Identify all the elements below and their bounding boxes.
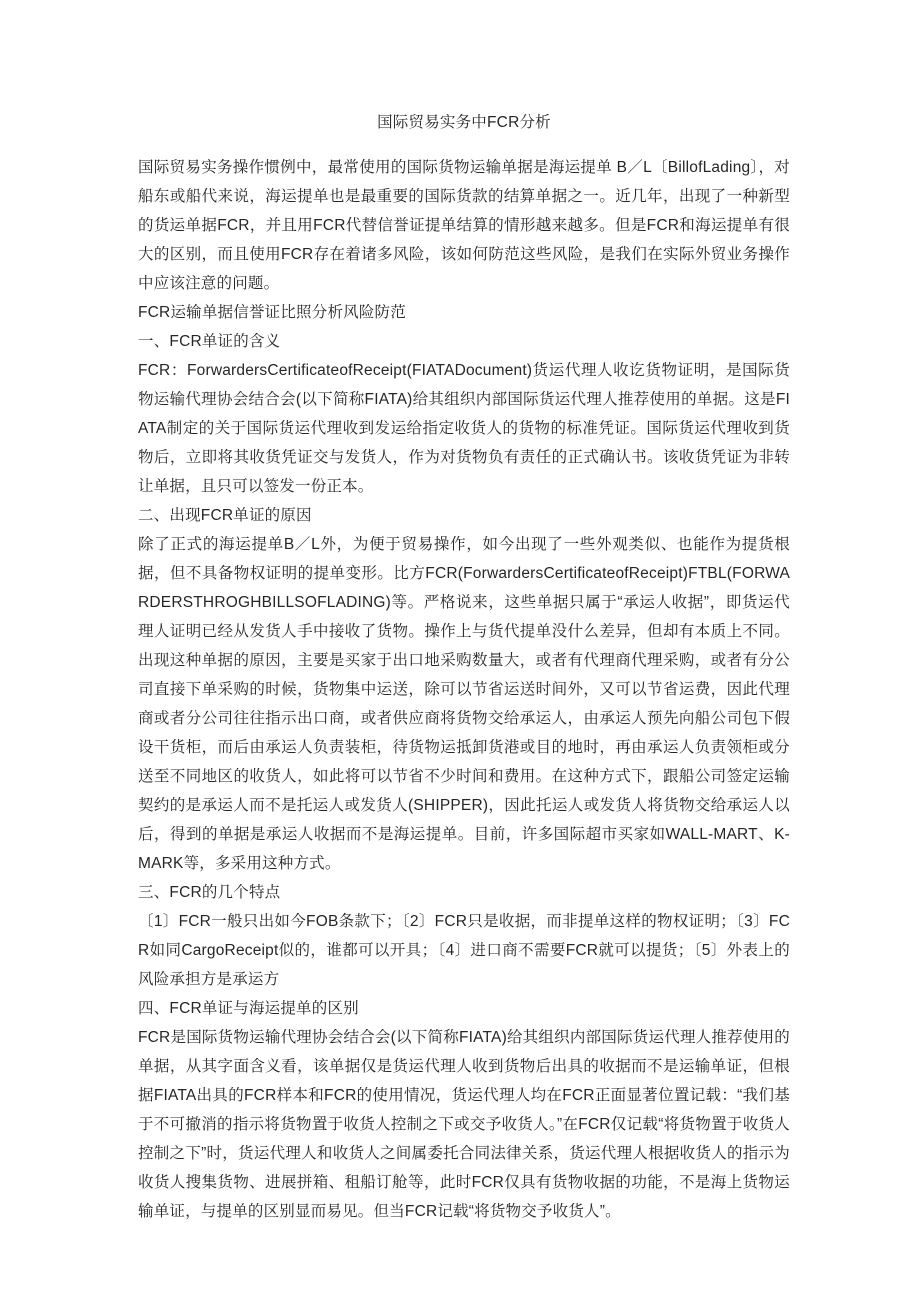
paragraph: 〔1〕FCR一般只出如今FOB条款下；〔2〕FCR只是收据，而非提单这样的物权证明；〔3〕FCR如同CargoReceipt似的，谁都可以开具；〔4〕进口商不需要FCR就可以提货；〔5〕外表上的风险承担方是承运方 (138, 913, 790, 988)
section-heading: 三、FCR的几个特点 (138, 884, 281, 901)
section-heading: 四、FCR单证与海运提单的区别 (138, 1000, 359, 1017)
document-title: 国际贸易实务中FCR分析 (377, 114, 551, 131)
document-content (138, 108, 790, 1226)
paragraph: FCR是国际货物运输代理协会结合会(以下简称FIATA)给其组织内部国际货运代理人推荐使用的单据，从其字面含义看，该单据仅是货运代理人收到货物后出具的收据而不是运输单证，但根据FIATA出具的FCR样本和FCR的使用情况，货运代理人均在FCR正面显著位置记载：“我们基于不可撤消的指示将货物置于收货人控制之下或交予收货人。”在FCR仅记载“将货物置于收货人控制之下”时，货运代理人和收货人之间属委托合同法律关系，货运代理人根据收货人的指示为收货人搜集货物、进展拼箱、租船订舱等，此时FCR仅具有货物收据的功能，不是海上货物运输单证，与提单的区别显而易见。但当FCR记载“将货物交予收货人”。 (138, 1029, 790, 1220)
section-heading: 一、FCR单证的含义 (138, 333, 281, 350)
section-heading: 二、出现FCR单证的原因 (138, 507, 312, 524)
paragraph: FCR：ForwardersCertificateofReceipt(FIATADocument)货运代理人收讫货物证明，是国际货物运输代理协会结合会(以下简称FIATA)给其组织内部国际货运代理人推荐使用的单据。这是FIATA制定的关于国际货运代理收到发运给指定收货人的货物的标准凭证。国际货运代理收到货物后，立即将其收货凭证交与发货人，作为对货物负有责任的正式确认书。该收货凭证为非转让单据，且只可以签发一份正本。 (138, 362, 790, 495)
section-heading: FCR运输单据信誉证比照分析风险防范 (138, 304, 406, 321)
paragraph: 除了正式的海运提单B／L外，为便于贸易操作，如今出现了一些外观类似、也能作为提货根据，但不具备物权证明的提单变形。比方FCR(ForwardersCertificateofReceipt)FTBL(FORWARDERSTHROGHBILLSOFLADING)等。严格说来，这些单据只属于“承运人收据”，即货运代理人证明已经从发货人手中接收了货物。操作上与货代提单没什么差异，但却有本质上不同。出现这种单据的原因，主要是买家于出口地采购数量大，或者有代理商代理采购，或者有分公司直接下单采购的时候，货物集中运送，除可以节省运送时间外，又可以节省运费，因此代理商或者分公司往往指示出口商，或者供应商将货物交给承运人，由承运人预先向船公司包下假设干货柜，而后由承运人负责装柜，待货物运抵卸货港或目的地时，再由承运人负责领柜或分送至不同地区的收货人，如此将可以节省不少时间和费用。在这种方式下，跟船公司签定运输契约的是承运人而不是托运人或发货人(SHIPPER)，因此托运人或发货人将货物交给承运人以后，得到的单据是承运人收据而不是海运提单。目前，许多国际超市买家如WALL-MART、K-MARK等，多采用这种方式。 (138, 536, 790, 872)
paragraph: 国际贸易实务操作惯例中，最常使用的国际货物运输单据是海运提单 B／L〔BillofLading〕，对船东或船代来说，海运提单也是最重要的国际货款的结算单据之一。近几年，出现了一种新型的货运单据FCR，并且用FCR代替信誉证提单结算的情形越来越多。但是FCR和海运提单有很大的区别，而且使用FCR存在着诸多风险，该如何防范这些风险，是我们在实际外贸业务操作中应该注意的问题。 (138, 159, 790, 292)
